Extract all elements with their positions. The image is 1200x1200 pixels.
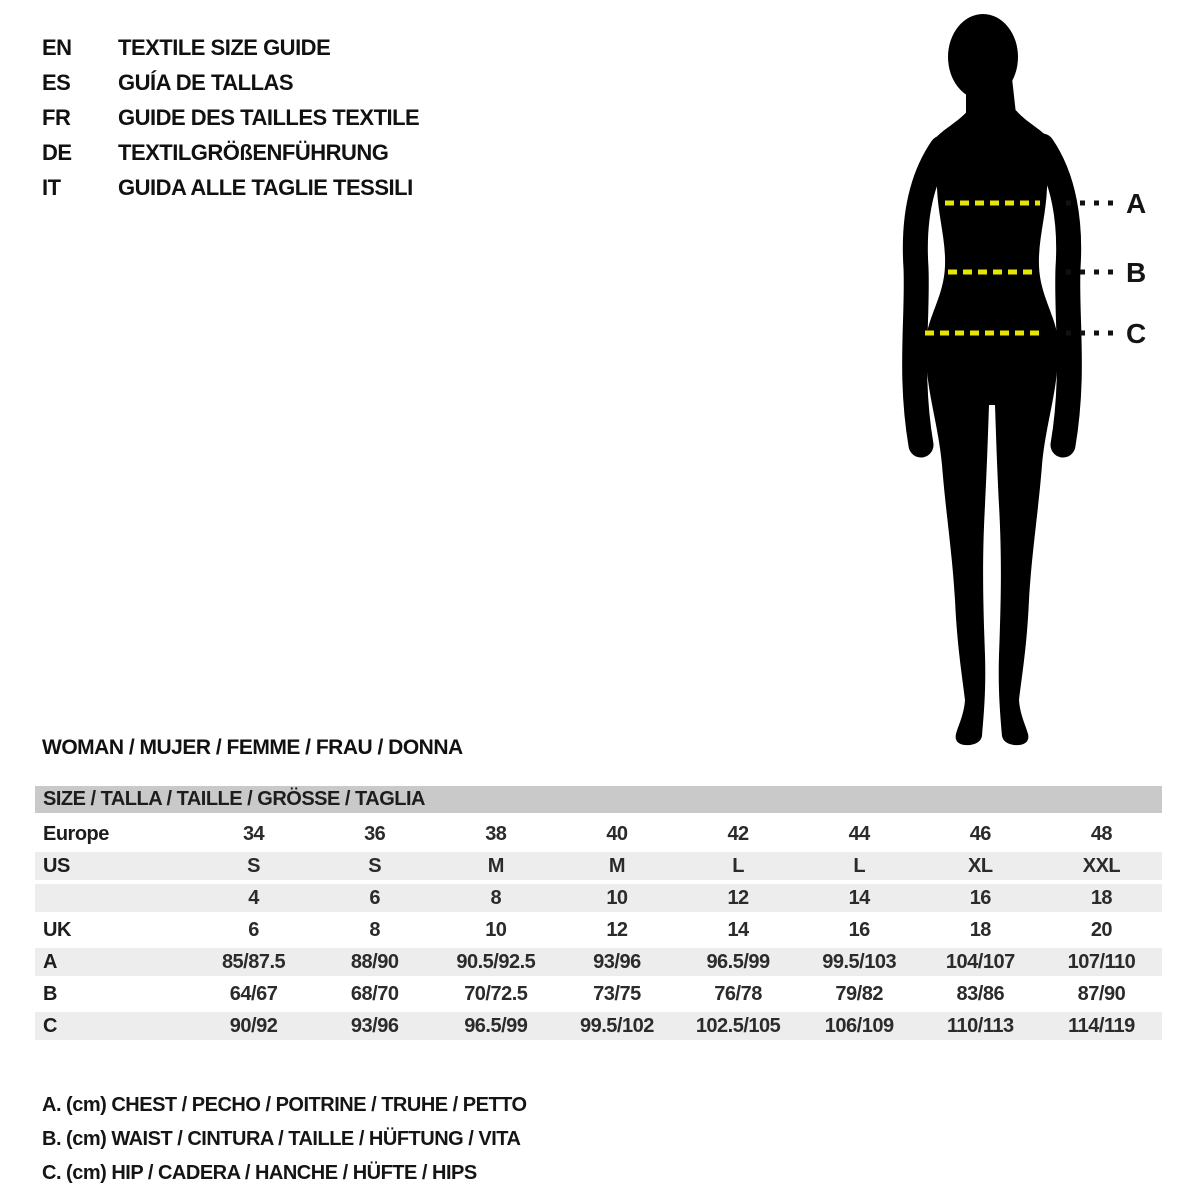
size-cell: 102.5/105 [695, 1015, 781, 1037]
language-label: TEXTILGRÖßENFÜHRUNG [118, 139, 389, 165]
size-cell: 12 [606, 919, 628, 941]
size-cell: 93/96 [350, 1015, 399, 1037]
size-cell: 6 [369, 887, 380, 909]
size-cell: S [247, 855, 260, 877]
row-label: A [43, 951, 57, 973]
size-cell: XXL [1082, 855, 1121, 877]
table-row [35, 916, 1162, 944]
language-code: EN [42, 34, 72, 60]
size-cell: 14 [727, 919, 749, 941]
legend-item: C. (cm) HIP / CADERA / HANCHE / HÜFTE / HIPS [42, 1162, 477, 1184]
language-code: DE [42, 139, 72, 165]
size-cell: 68/70 [350, 983, 399, 1005]
language-label: GUÍA DE TALLAS [118, 69, 294, 95]
table-row [35, 1012, 1162, 1040]
size-cell: 88/90 [350, 951, 399, 973]
size-cell: 4 [248, 887, 259, 909]
size-cell: 96.5/99 [706, 951, 770, 973]
size-cell: 79/82 [835, 983, 883, 1005]
size-cell: 14 [848, 887, 870, 909]
marker-label-waist: B [1126, 257, 1147, 288]
legend-item: A. (cm) CHEST / PECHO / POITRINE / TRUHE / PETTO [42, 1094, 527, 1116]
language-row [42, 135, 419, 170]
size-cell: 104/107 [945, 951, 1015, 973]
language-label: TEXTILE SIZE GUIDE [118, 34, 331, 60]
size-cell: 96.5/99 [464, 1015, 528, 1037]
language-code: IT [42, 174, 61, 200]
size-cell: 10 [606, 887, 628, 909]
size-cell: 8 [490, 887, 502, 909]
row-label [35, 884, 193, 912]
size-cell: 16 [848, 919, 870, 941]
size-cell: 34 [242, 823, 265, 845]
size-cell: 18 [1090, 887, 1113, 909]
size-cell: 73/75 [593, 983, 641, 1005]
size-cell: 6 [248, 919, 259, 941]
size-cell: 64/67 [229, 983, 278, 1005]
row-label: UK [43, 919, 71, 941]
language-label: GUIDE DES TAILLES TEXTILE [118, 104, 420, 130]
size-cell: 8 [369, 919, 380, 941]
size-cell: 44 [848, 823, 870, 845]
size-cell: 20 [1090, 919, 1113, 941]
size-cell: 12 [727, 887, 749, 909]
row-label: Europe [43, 823, 109, 845]
language-row [42, 100, 419, 135]
size-cell: 87/90 [1077, 983, 1126, 1005]
table-row [35, 948, 1162, 976]
size-cell: M [487, 855, 504, 877]
language-row [42, 30, 419, 65]
size-cell: 76/78 [714, 983, 762, 1005]
measurement-figure [880, 0, 1190, 760]
size-cell: 90.5/92.5 [456, 951, 536, 973]
size-cell: 10 [485, 919, 507, 941]
table-row [35, 980, 1162, 1008]
table-row [35, 820, 1162, 848]
size-table [35, 786, 1162, 1044]
size-cell: 83/86 [956, 983, 1005, 1005]
size-cell: 40 [606, 823, 628, 845]
language-label: GUIDA ALLE TAGLIE TESSILI [118, 174, 413, 200]
marker-label-hip: C [1126, 318, 1147, 349]
size-cell: L [732, 855, 744, 877]
size-cell: M [608, 855, 626, 877]
size-cell: 16 [969, 887, 991, 909]
table-row [35, 852, 1162, 880]
size-cell: 99.5/103 [822, 951, 897, 973]
size-cell: 107/110 [1067, 951, 1136, 973]
woman-section-title: WOMAN / MUJER / FEMME / FRAU / DONNA [42, 736, 463, 759]
size-cell: 90/92 [229, 1015, 278, 1037]
size-cell: 48 [1090, 823, 1113, 845]
row-label: US [43, 855, 70, 877]
legend-item: B. (cm) WAIST / CINTURA / TAILLE / HÜFTUNG / VITA [42, 1128, 521, 1150]
woman-silhouette-icon [880, 0, 1190, 760]
size-table-header: SIZE / TALLA / TAILLE / GRÖSSE / TAGLIA [35, 786, 1162, 813]
size-cell: 38 [485, 823, 507, 845]
size-cell: 42 [727, 823, 749, 845]
row-label: B [43, 983, 57, 1005]
row-label: C [43, 1015, 57, 1037]
measurement-legend [42, 1088, 527, 1190]
language-row [42, 170, 419, 205]
language-code: ES [42, 69, 71, 95]
marker-label-chest: A [1126, 188, 1147, 219]
size-cell: 110/113 [947, 1015, 1014, 1037]
size-cell: 93/96 [593, 951, 641, 973]
size-cell: 36 [364, 823, 386, 845]
table-row [35, 884, 1162, 912]
language-list [42, 30, 419, 205]
language-row [42, 65, 419, 100]
size-table-rows [35, 820, 1162, 1040]
size-cell: 99.5/102 [580, 1015, 654, 1037]
size-cell: L [853, 855, 866, 877]
size-cell: 70/72.5 [464, 983, 528, 1005]
language-code: FR [42, 104, 71, 130]
size-cell: 85/87.5 [221, 951, 286, 973]
size-cell: 106/109 [824, 1015, 894, 1037]
size-cell: S [368, 855, 382, 877]
size-cell: 18 [969, 919, 991, 941]
size-cell: 46 [969, 823, 991, 845]
size-cell: 114/119 [1068, 1015, 1135, 1037]
size-cell: XL [968, 855, 993, 877]
